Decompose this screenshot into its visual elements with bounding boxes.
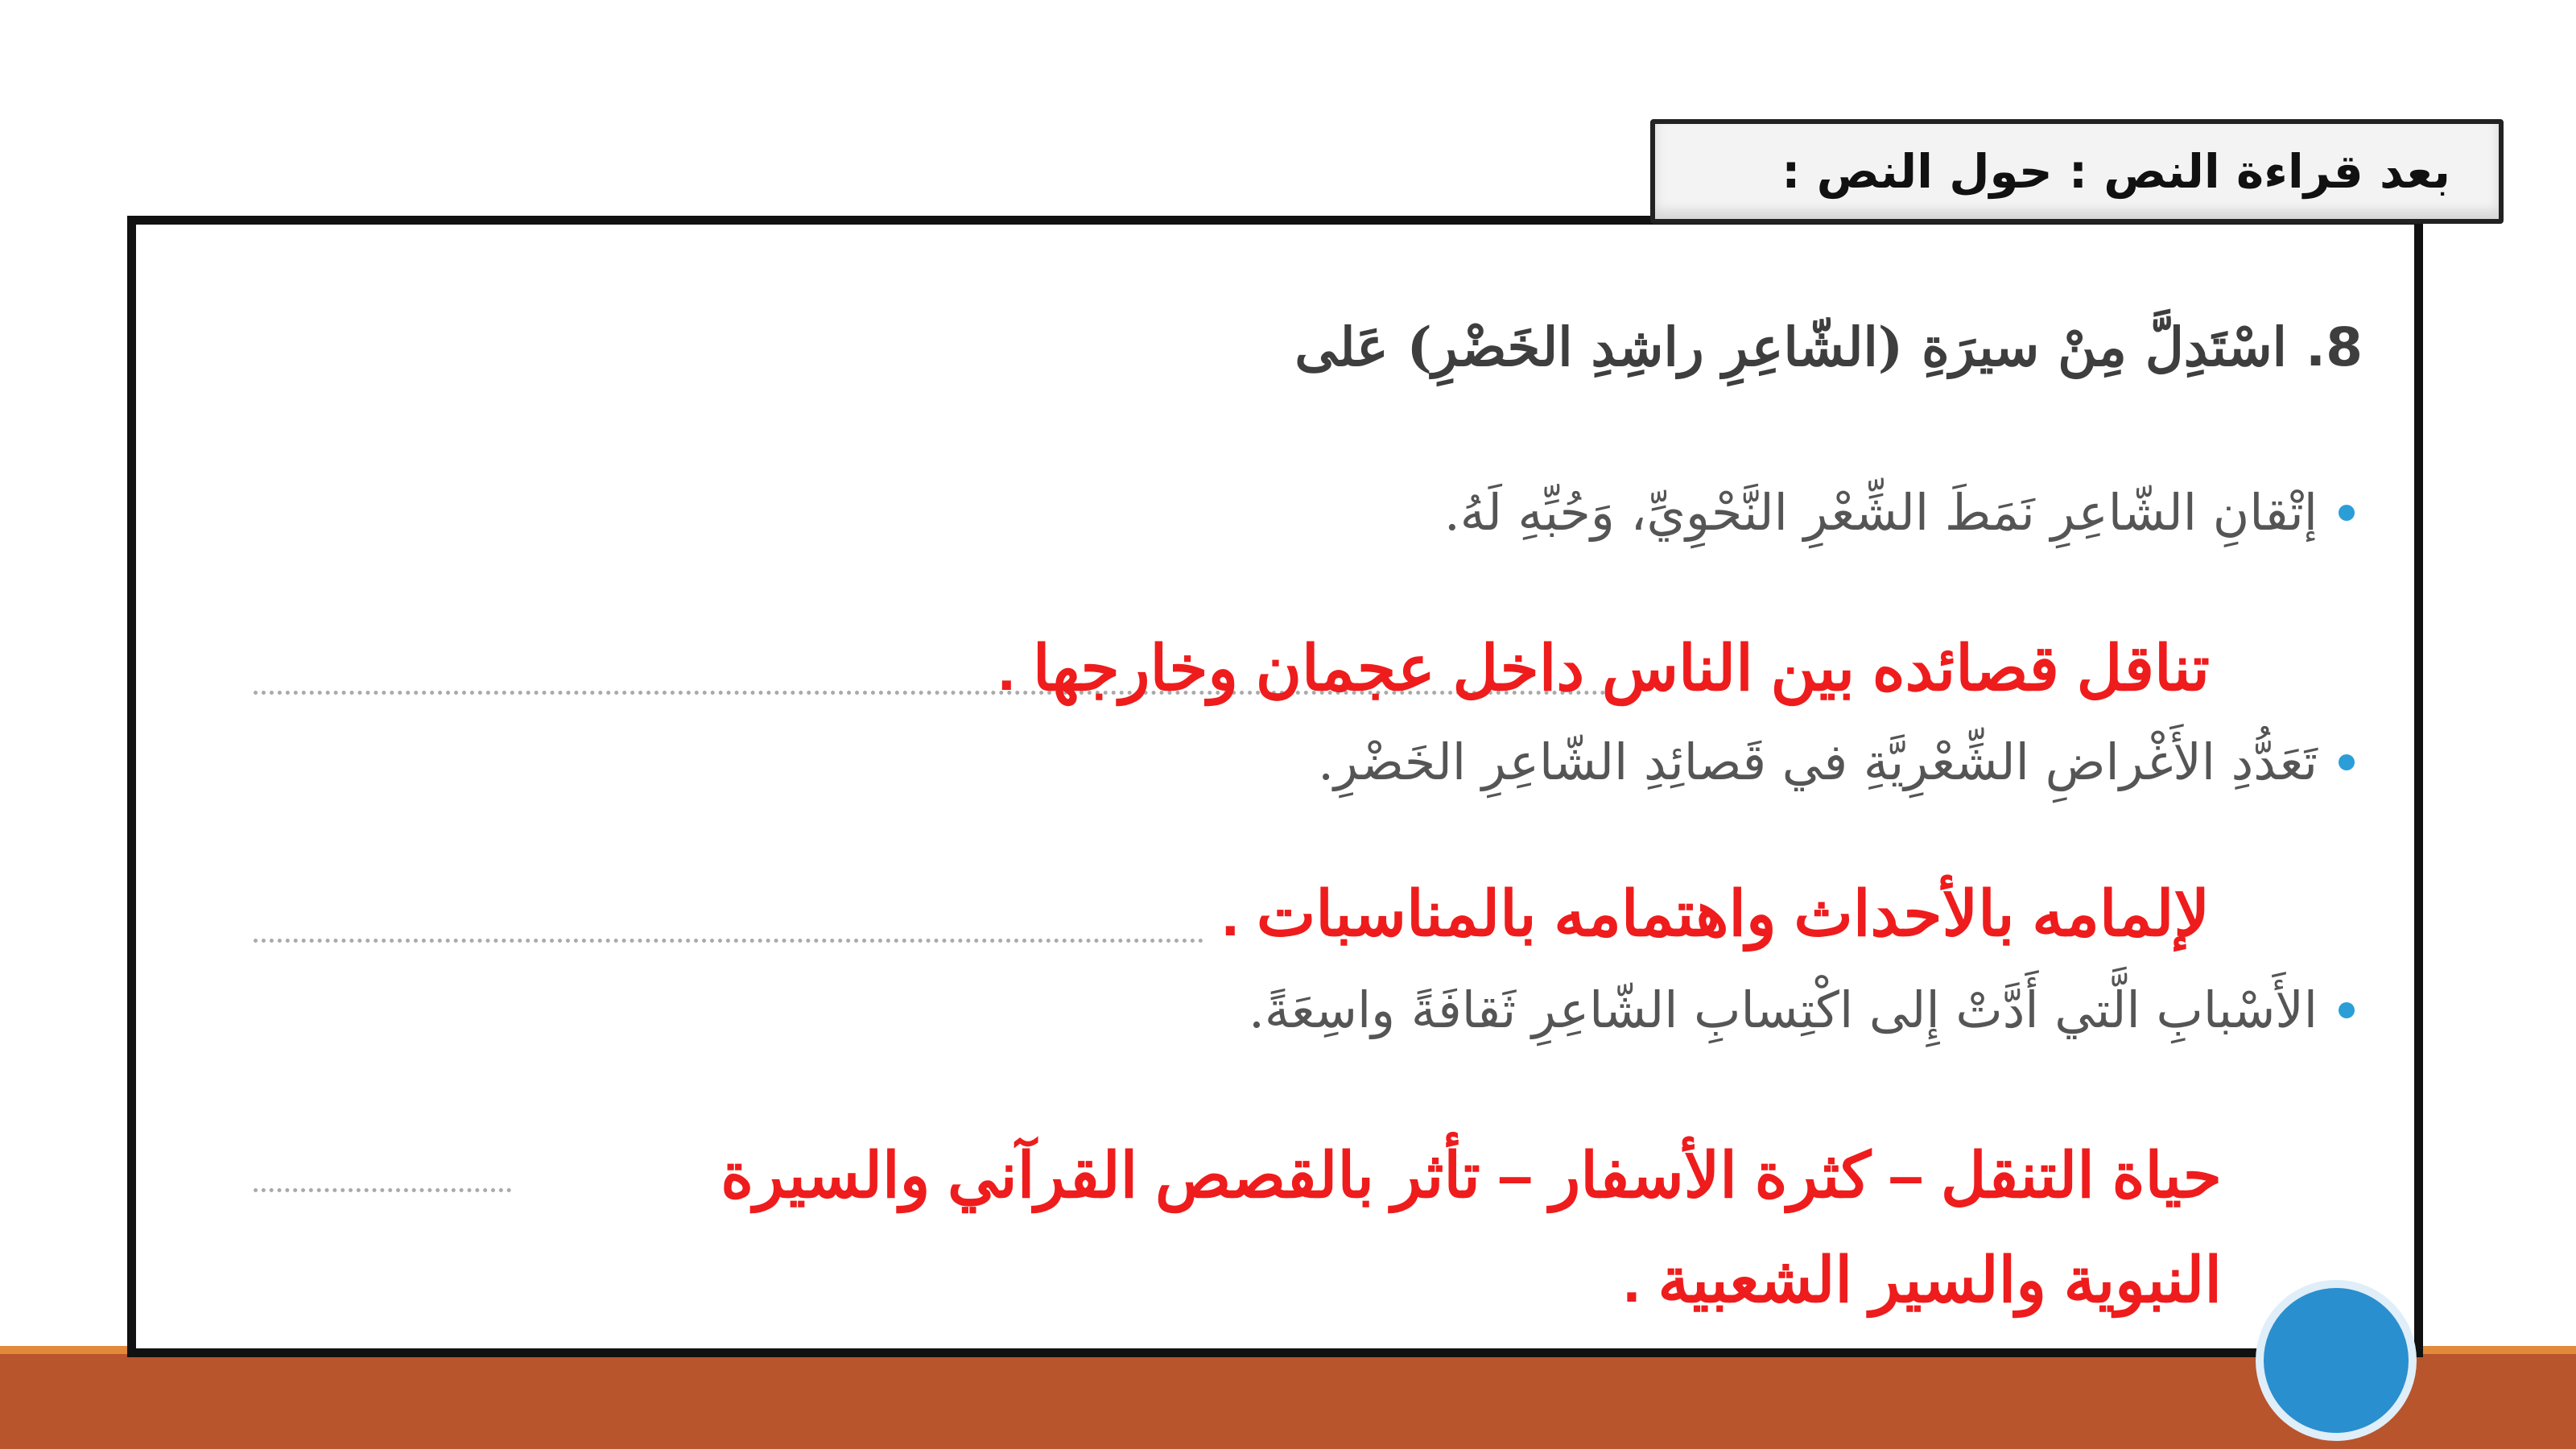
prompt-item-1 [1444, 483, 2355, 542]
question-heading [1294, 316, 2363, 378]
footer-band [0, 1354, 2576, 1449]
bullet-icon [2339, 1002, 2355, 1018]
answer-line-2 [254, 939, 1203, 943]
bullet-icon [2339, 505, 2355, 521]
answer-3-line-2: النبوية والسير الشعبية . [1623, 1245, 2222, 1315]
corner-decoration [2256, 1280, 2417, 1441]
answer-line-3 [254, 1188, 511, 1192]
prompt-text-2: تَعَدُّدِ الأَغْراضِ الشِّعْرِيَّةِ في قَصائِدِ الشّاعِرِ الخَضْرِ. [1318, 733, 2318, 791]
prompt-item-2 [1318, 733, 2355, 791]
question-number: 8. [2305, 316, 2363, 378]
prompt-text-3: الأَسْبابِ الَّتي أَدَّتْ إِلى اكْتِسابِ الشّاعِرِ ثَقافَةً واسِعَةً. [1249, 980, 2318, 1039]
answer-2: لإلمامه بالأحداث واهتمامه بالمناسبات . [1221, 878, 2210, 949]
prompt-item-3 [1249, 980, 2355, 1039]
bullet-icon [2339, 754, 2355, 770]
answer-3-line-1: حياة التنقل – كثرة الأسفار – تأثر بالقصص القرآني والسيرة [720, 1140, 2222, 1211]
prompt-text-1: إتْقانِ الشّاعِرِ نَمَطَ الشِّعْرِ النَّحْوِيِّ، وَحُبِّهِ لَهُ. [1444, 483, 2318, 542]
section-title-box [1650, 119, 2504, 224]
question-text: اسْتَدِلَّ مِنْ سيرَةِ (الشّاعِرِ راشِدِ الخَضْرِ) عَلى [1294, 316, 2287, 378]
answer-1: تناقل قصائده بين الناس داخل عجمان وخارجها . [997, 633, 2210, 704]
section-title: بعد قراءة النص : حول النص : [1781, 144, 2450, 199]
